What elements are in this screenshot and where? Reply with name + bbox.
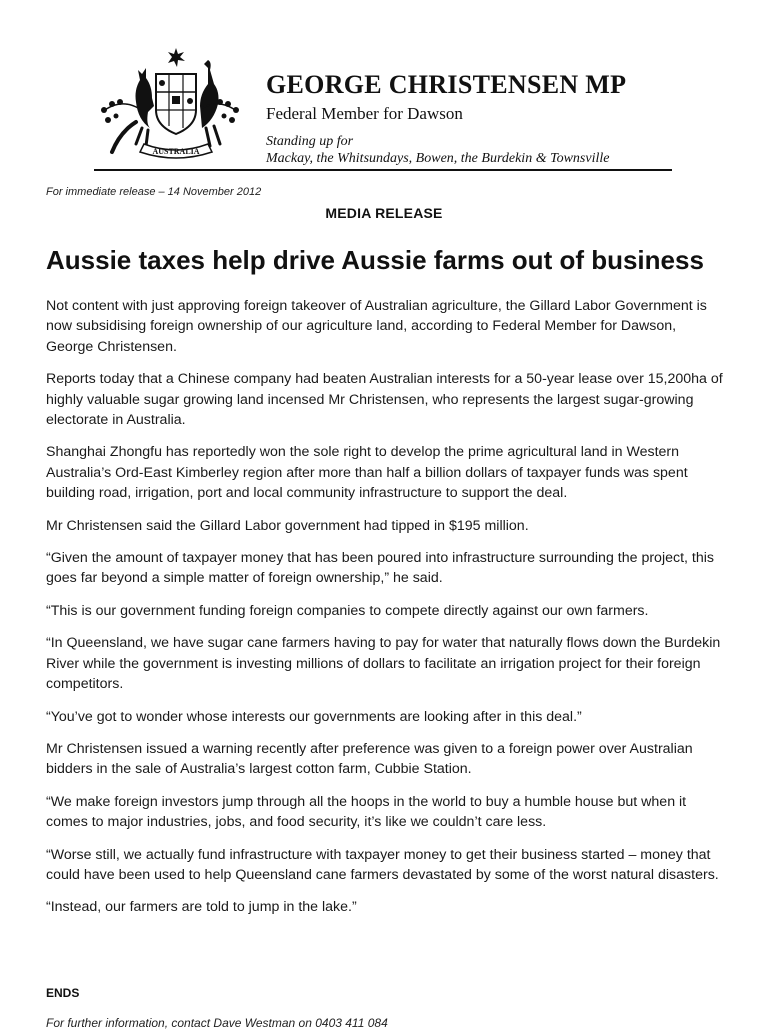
body-paragraph: Mr Christensen issued a warning recently after preference was given to a foreign power over Australian bidders in the sale of Australia’s largest cotton farm, Cubbie Station. <box>46 740 693 778</box>
letterhead <box>90 40 672 172</box>
article-body <box>46 296 726 930</box>
body-paragraph: “Instead, our farmers are told to jump in the lake.” <box>46 899 357 916</box>
body-paragraph: Mr Christensen said the Gillard Labor government had tipped in $195 million. <box>46 517 529 534</box>
body-paragraph: “You’ve got to wonder whose interests our governments are looking after in this deal.” <box>46 708 582 725</box>
body-paragraph: Shanghai Zhongfu has reportedly won the sole right to develop the prime agricultural land in Western Australia’s Ord-East Kimberley region after more than half a billion dollars of taxpayer funds was spent building road, irrigation, port and local community infrastructure to support the deal. <box>46 444 688 502</box>
body-paragraph: “Given the amount of taxpayer money that has been poured into infrastructure surrounding the project, this goes far beyond a simple matter of foreign ownership,” he said. <box>46 550 714 587</box>
body-paragraph: Not content with just approving foreign takeover of Australian agriculture, the Gillard Labor Government is now subsidising foreign ownership of our agriculture land, according to Federal Member for Dawson, George Christensen. <box>46 298 707 355</box>
tagline-line-2: Mackay, the Whitsundays, Bowen, the Burdekin & Townsville <box>266 151 610 166</box>
body-paragraph: “Worse still, we actually fund infrastructure with taxpayer money to get their business started – money that could have been used to help Queensland cane farmers devastated by some of the worst natural disasters. <box>46 846 719 883</box>
letterhead-text <box>266 70 676 167</box>
headline: Aussie taxes help drive Aussie farms out of business <box>46 245 704 275</box>
footer-contact-line: For further information, contact Dave Westman on 0403 411 084 <box>46 1016 388 1030</box>
letterhead-divider <box>94 169 672 171</box>
ends-label: ENDS <box>46 986 80 1000</box>
mp-name: GEORGE CHRISTENSEN MP <box>266 70 627 99</box>
coat-of-arms-icon <box>90 40 250 165</box>
body-paragraph: “We make foreign investors jump through all the hoops in the world to buy a humble house but when it comes to major industries, jobs, and food security, it’s like we couldn’t care less. <box>46 793 687 831</box>
media-release-label: MEDIA RELEASE <box>325 205 443 221</box>
body-paragraph: “In Queensland, we have sugar cane farmers having to pay for water that naturally flows down the Burdekin River while the government is investing millions of dollars to facilitate an irrigation project for their foreign competitors. <box>46 635 721 693</box>
release-date-line: For immediate release – 14 November 2012 <box>46 186 262 198</box>
tagline-line-1: Standing up for <box>266 134 354 149</box>
crest-scroll-text: AUSTRALIA <box>152 147 200 156</box>
body-paragraph: “This is our government funding foreign companies to compete directly against our own farmers. <box>46 602 649 619</box>
mp-role: Federal Member for Dawson <box>266 104 463 123</box>
body-paragraph: Reports today that a Chinese company had beaten Australian interests for a 50-year lease over 15,200ha of highly valuable sugar growing land incensed Mr Christensen, who represents the largest sugar-growing electorate in Australia. <box>46 371 723 429</box>
